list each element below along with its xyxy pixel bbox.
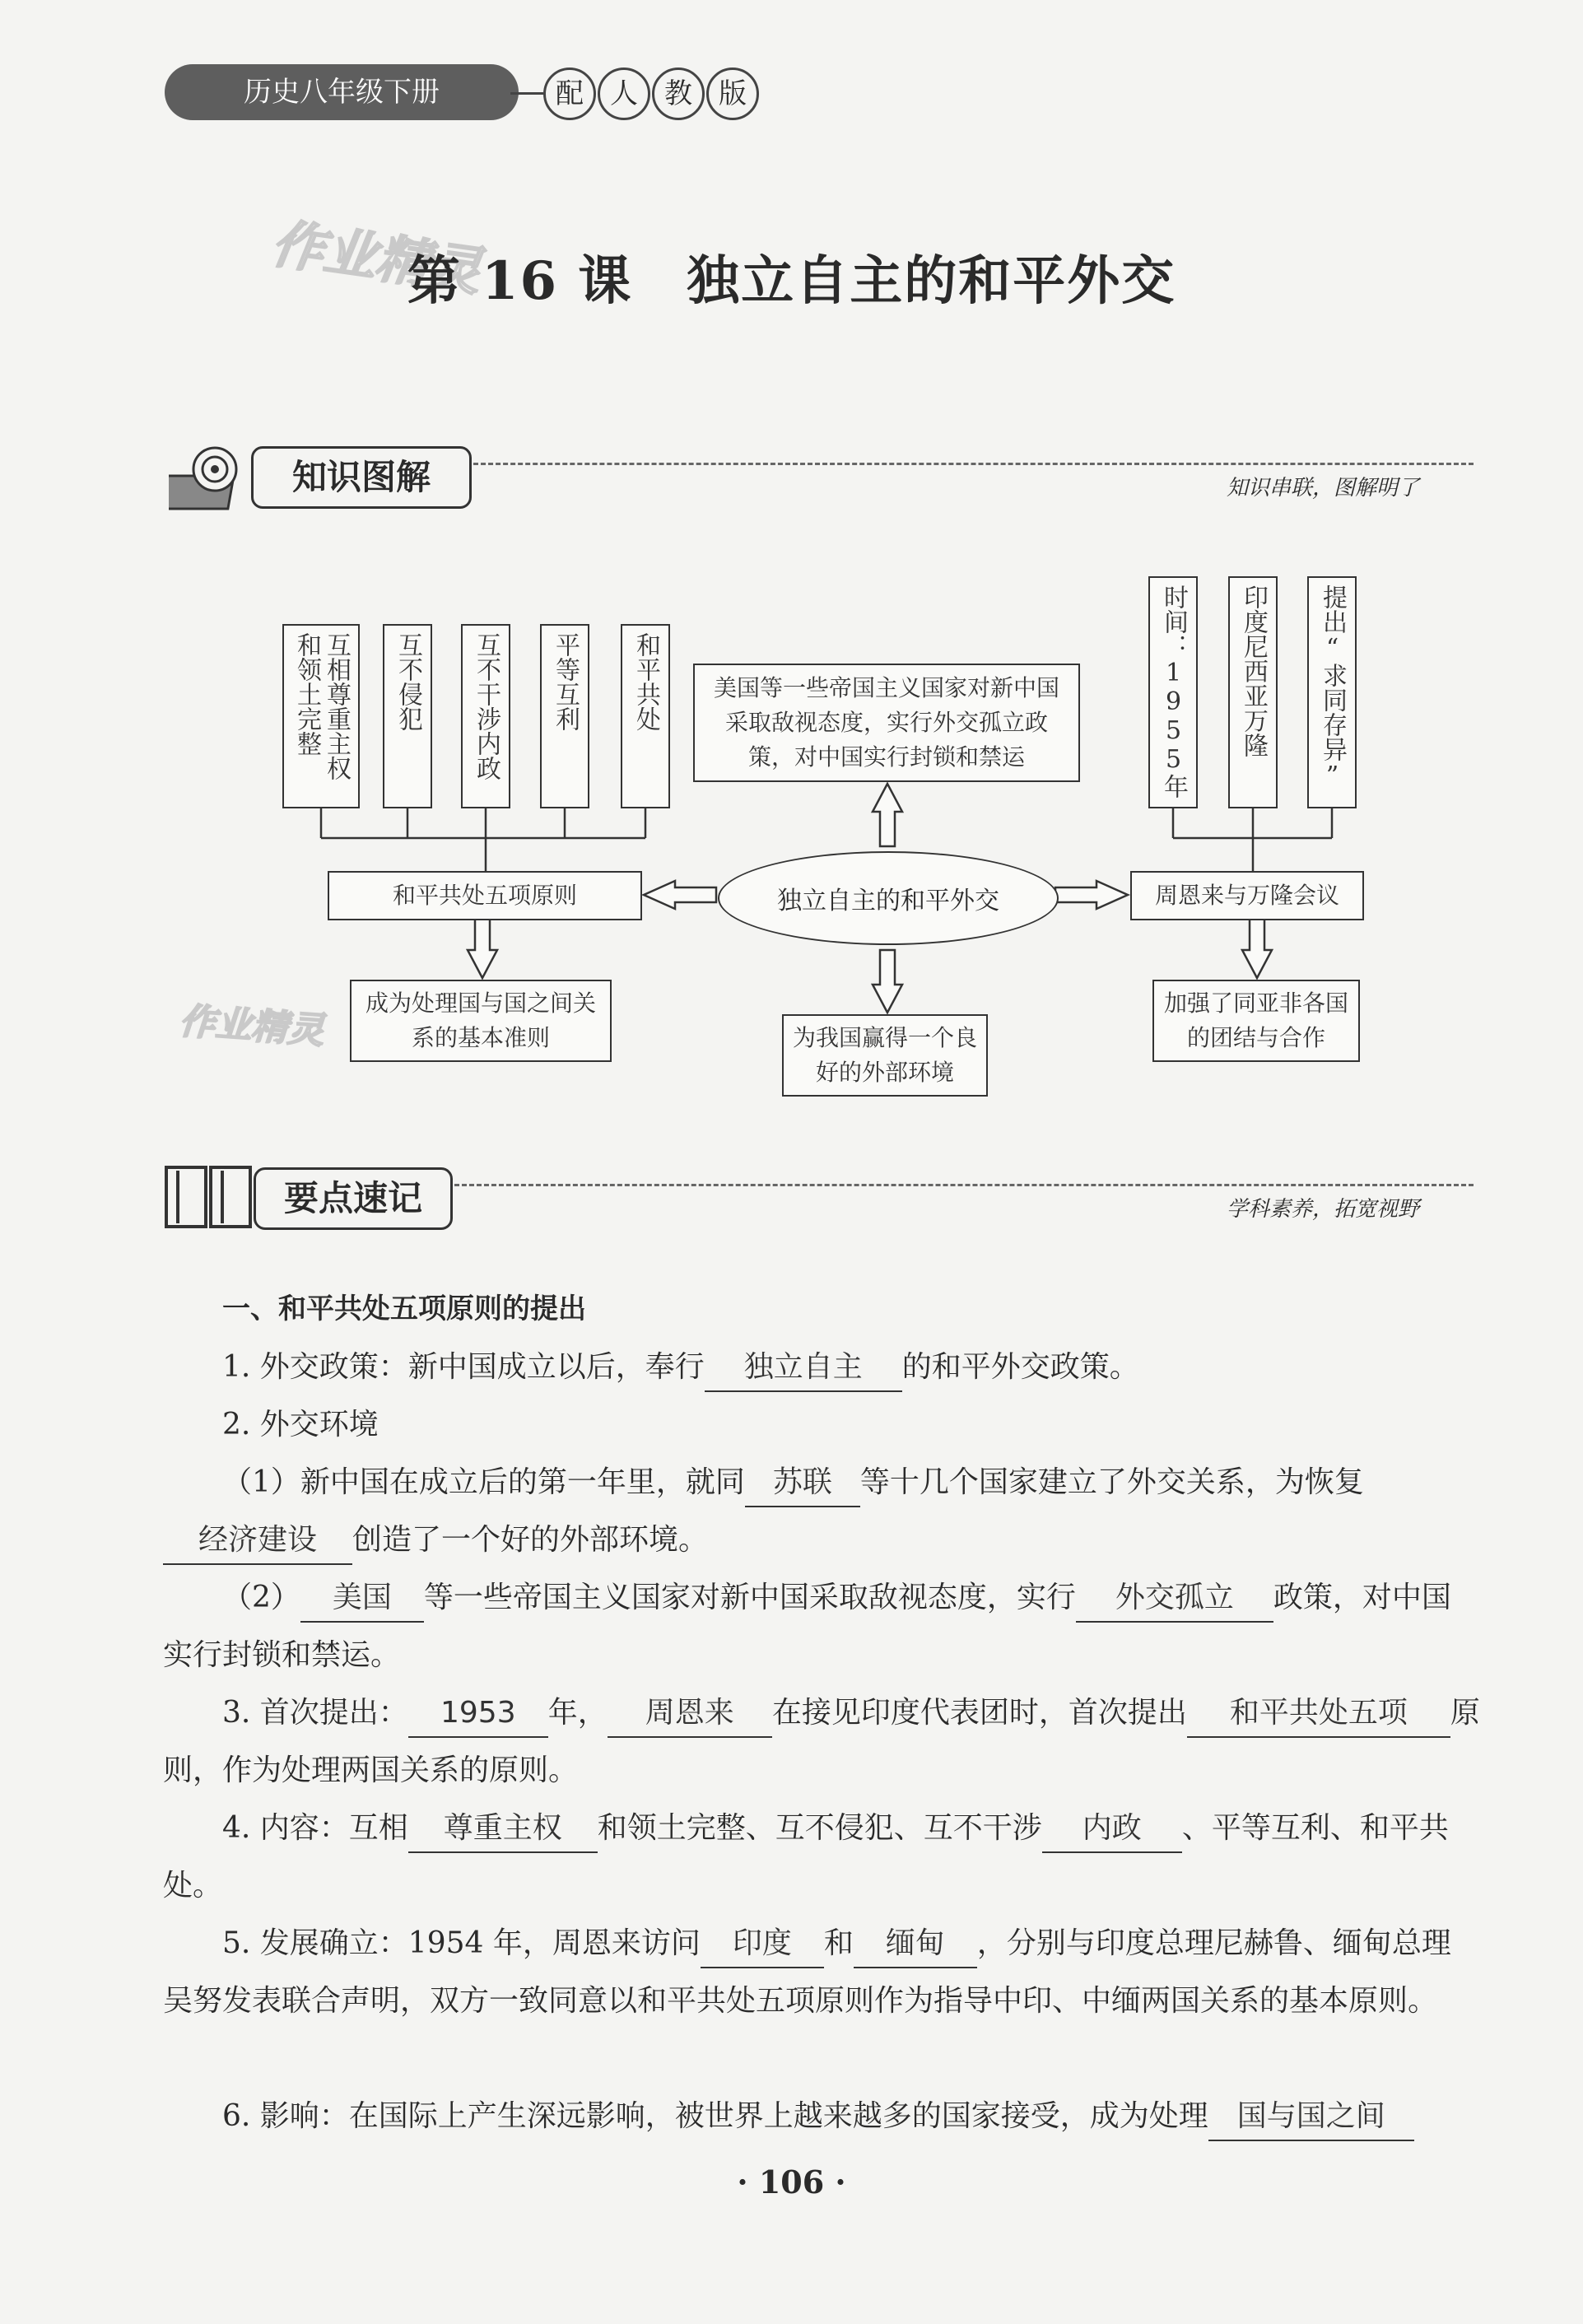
answer-blank: 缅甸 <box>854 1921 977 1968</box>
conference-box: 周恩来与万隆会议 <box>1130 871 1364 920</box>
conference-item-box: 提出“求同存异” <box>1307 576 1357 808</box>
conference-result-box: 加强了同亚非各国的团结与合作 <box>1152 980 1360 1062</box>
note-paragraph: （1）新中国在成立后的第一年里，就同 苏联 等十几个国家建立了外交关系，为恢复经济建设 创造了一个好的外部环境。 <box>163 1454 1480 1569</box>
book-title: 历史八年级下册 <box>165 64 519 120</box>
answer-blank: 印度 <box>701 1921 824 1968</box>
context-box: 美国等一些帝国主义国家对新中国采取敌视态度，实行外交孤立政策，对中国实行封锁和禁运 <box>693 664 1080 782</box>
answer-blank: 和平共处五项 <box>1187 1690 1450 1738</box>
answer-blank: 经济建设 <box>163 1517 352 1565</box>
answer-blank: 国与国之间 <box>1208 2093 1414 2141</box>
note-paragraph: 5. 发展确立：1954 年，周恩来访问 印度 和 缅甸 ，分别与印度总理尼赫鲁、缅甸总理吴努发表联合声明，双方一致同意以和平共处五项原则作为指导中印、中缅两国关系的基本原则。 <box>163 1915 1480 2030</box>
conference-item-box: 时间：1955年 <box>1148 576 1198 808</box>
answer-blank: 独立自主 <box>705 1344 902 1392</box>
conference-item-box: 印度尼西亚万隆 <box>1228 576 1278 808</box>
note-paragraph: 6. 影响：在国际上产生深远影响，被世界上越来越多的国家接受，成为处理 国与国之间 <box>163 2088 1480 2145</box>
note-paragraph: 3. 首次提出： 1953 年， 周恩来 在接见印度代表团时，首次提出 和平共处五项 原则，作为处理两国关系的原则。 <box>163 1684 1480 1800</box>
lesson-title: 第 16 课 独立自主的和平外交 <box>407 250 1176 312</box>
answer-blank: 美国 <box>300 1575 424 1623</box>
answer-blank: 1953 <box>408 1690 548 1738</box>
answer-blank: 周恩来 <box>608 1690 772 1738</box>
note-paragraph: 1. 外交政策：新中国成立以后，奉行 独立自主 的和平外交政策。 <box>163 1339 1480 1396</box>
section-slogan: 知识串联，图解明了 <box>1227 476 1420 501</box>
watermark: 作业精灵 <box>178 999 326 1053</box>
note-paragraph: （2） 美国 等一些帝国主义国家对新中国采取敌视态度，实行 外交孤立 政策，对中国实行封锁和禁运。 <box>163 1569 1480 1684</box>
center-ellipse: 独立自主的和平外交 <box>718 851 1059 945</box>
principle-box: 和平共处 <box>621 624 670 808</box>
section-title-knowledge-map: 知识图解 <box>251 446 472 509</box>
page-number: · 106 · <box>737 2163 846 2201</box>
section-title-key-points: 要点速记 <box>254 1167 453 1230</box>
answer-blank: 尊重主权 <box>408 1805 598 1853</box>
divider <box>454 1184 1474 1186</box>
principles-result-box: 成为处理国与国之间关系的基本准则 <box>350 980 612 1062</box>
notes-heading: 一、和平共处五项原则的提出 <box>222 1292 586 1325</box>
principle-box: 互不干涉内政 <box>461 624 510 808</box>
principle-box: 互相尊重主权和领土完整 <box>282 624 360 808</box>
edition-char: 版 <box>706 68 759 120</box>
result-box: 为我国赢得一个良好的外部环境 <box>782 1014 988 1097</box>
watermark: 作业精灵 <box>268 213 486 304</box>
edition-char: 配 <box>543 68 596 120</box>
answer-blank: 外交孤立 <box>1076 1575 1273 1623</box>
principle-box: 互不侵犯 <box>383 624 432 808</box>
answer-blank: 苏联 <box>745 1460 860 1507</box>
principle-box: 平等互利 <box>540 624 589 808</box>
open-book-icon <box>163 1162 254 1232</box>
section-slogan: 学科素养，拓宽视野 <box>1227 1197 1420 1222</box>
note-paragraph: 4. 内容：互相 尊重主权 和领土完整、互不侵犯、互不干涉 内政 、平等互利、和平共处。 <box>163 1800 1480 1915</box>
edition-char: 教 <box>652 68 705 120</box>
note-paragraph: 2. 外交环境 <box>222 1408 379 1441</box>
principles-box: 和平共处五项原则 <box>328 871 642 920</box>
answer-blank: 内政 <box>1042 1805 1182 1853</box>
edition-char: 人 <box>598 68 650 120</box>
